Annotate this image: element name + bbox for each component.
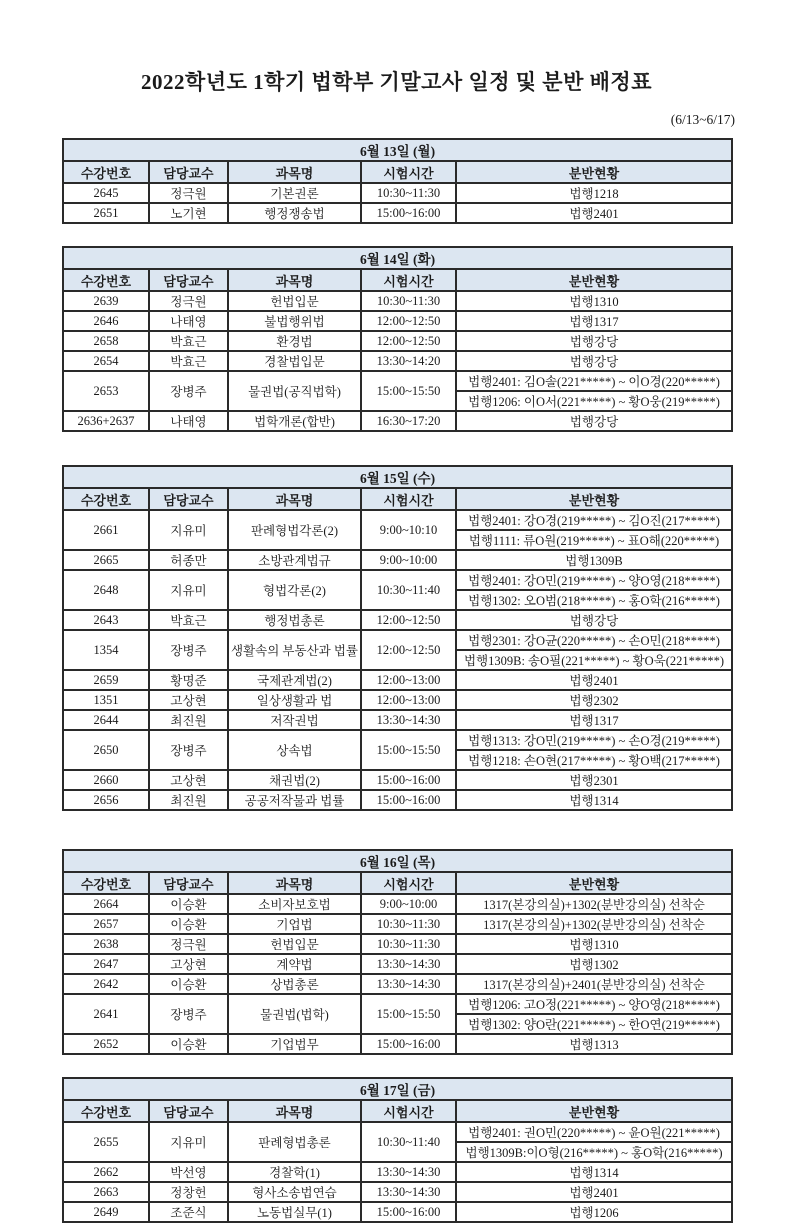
cell-course-code: 2655 (63, 1122, 149, 1162)
cell-exam-time: 9:00~10:00 (361, 894, 456, 914)
cell-professor: 최진원 (149, 790, 228, 810)
cell-exam-time: 10:30~11:30 (361, 934, 456, 954)
cell-professor: 고상현 (149, 770, 228, 790)
cell-subject: 공공저작물과 법률 (228, 790, 361, 810)
cell-course-code: 2641 (63, 994, 149, 1034)
column-header: 과목명 (228, 269, 361, 291)
table-row (63, 1122, 732, 1142)
cell-professor: 이승환 (149, 974, 228, 994)
column-header: 과목명 (228, 1100, 361, 1122)
table-row (63, 770, 732, 790)
cell-course-code: 1354 (63, 630, 149, 670)
cell-section-status: 법행강당 (456, 331, 732, 351)
table-row (63, 331, 732, 351)
exam-day-table (62, 246, 733, 432)
cell-professor: 허종만 (149, 550, 228, 570)
cell-professor: 장병주 (149, 371, 228, 411)
cell-subject: 계약법 (228, 954, 361, 974)
cell-section-status: 법행1313 (456, 1034, 732, 1054)
cell-section-status: 법행2401: 권O민(220*****) ~ 윤O원(221*****) (456, 1122, 732, 1142)
cell-course-code: 2649 (63, 1202, 149, 1222)
cell-exam-time: 13:30~14:30 (361, 1162, 456, 1182)
cell-subject: 물권법(법학) (228, 994, 361, 1034)
cell-section-status: 법행1206: 이O서(221*****) ~ 황O웅(219*****) (456, 391, 732, 411)
cell-subject: 환경법 (228, 331, 361, 351)
cell-section-status: 법행2401 (456, 203, 732, 223)
cell-section-status: 법행2302 (456, 690, 732, 710)
cell-professor: 황명준 (149, 670, 228, 690)
page-title: 2022학년도 1학기 법학부 기말고사 일정 및 분반 배정표 (141, 70, 652, 94)
table-row (63, 311, 732, 331)
cell-professor: 박효근 (149, 610, 228, 630)
table-row (63, 730, 732, 750)
cell-subject: 저작권법 (228, 710, 361, 730)
cell-exam-time: 15:00~16:00 (361, 1202, 456, 1222)
cell-professor: 박효근 (149, 351, 228, 371)
cell-section-status: 법행1218: 손O현(217*****) ~ 황O백(217*****) (456, 750, 732, 770)
cell-section-status: 법행1310 (456, 291, 732, 311)
table-row (63, 510, 732, 530)
cell-exam-time: 12:00~12:50 (361, 630, 456, 670)
column-header: 수강번호 (63, 872, 149, 894)
cell-section-status: 법행1317 (456, 311, 732, 331)
cell-course-code: 2645 (63, 183, 149, 203)
cell-section-status: 법행1302: 양O란(221*****) ~ 한O연(219*****) (456, 1014, 732, 1034)
cell-course-code: 2642 (63, 974, 149, 994)
cell-subject: 형사소송법연습 (228, 1182, 361, 1202)
column-header: 분반현황 (456, 269, 732, 291)
column-header: 시험시간 (361, 161, 456, 183)
cell-section-status: 1317(본강의실)+1302(분반강의실) 선착순 (456, 914, 732, 934)
table-row (63, 974, 732, 994)
cell-exam-time: 13:30~14:30 (361, 710, 456, 730)
cell-course-code: 2659 (63, 670, 149, 690)
column-header: 시험시간 (361, 269, 456, 291)
cell-exam-time: 15:00~15:50 (361, 994, 456, 1034)
column-header: 담당교수 (149, 1100, 228, 1122)
cell-subject: 기업법 (228, 914, 361, 934)
table-date-header: 6월 16일 (목) (63, 850, 732, 872)
cell-course-code: 2658 (63, 331, 149, 351)
table-row (63, 1034, 732, 1054)
cell-course-code: 2648 (63, 570, 149, 610)
table-row (63, 710, 732, 730)
cell-professor: 지유미 (149, 1122, 228, 1162)
cell-professor: 노기현 (149, 203, 228, 223)
cell-professor: 장병주 (149, 630, 228, 670)
cell-course-code: 2644 (63, 710, 149, 730)
table-row (63, 570, 732, 590)
cell-course-code: 2661 (63, 510, 149, 550)
table-row (63, 994, 732, 1014)
column-header: 담당교수 (149, 488, 228, 510)
cell-professor: 고상현 (149, 690, 228, 710)
cell-section-status: 법행1309B:이O형(216*****) ~ 홍O학(216*****) (456, 1142, 732, 1162)
cell-course-code: 2647 (63, 954, 149, 974)
cell-subject: 채권법(2) (228, 770, 361, 790)
column-header: 담당교수 (149, 161, 228, 183)
column-header: 분반현황 (456, 161, 732, 183)
cell-professor: 나태영 (149, 411, 228, 431)
cell-exam-time: 15:00~16:00 (361, 203, 456, 223)
cell-course-code: 2636+2637 (63, 411, 149, 431)
cell-subject: 경찰학(1) (228, 1162, 361, 1182)
exam-day-table (62, 849, 733, 1055)
cell-course-code: 1351 (63, 690, 149, 710)
cell-section-status: 법행1218 (456, 183, 732, 203)
column-header: 시험시간 (361, 1100, 456, 1122)
cell-section-status: 법행2401: 김O솔(221*****) ~ 이O경(220*****) (456, 371, 732, 391)
cell-subject: 헌법입문 (228, 291, 361, 311)
cell-course-code: 2643 (63, 610, 149, 630)
cell-professor: 조준식 (149, 1202, 228, 1222)
cell-professor: 고상현 (149, 954, 228, 974)
table-row (63, 183, 732, 203)
cell-section-status: 법행2401 (456, 1182, 732, 1202)
cell-course-code: 2665 (63, 550, 149, 570)
cell-section-status: 법행1302 (456, 954, 732, 974)
cell-subject: 소비자보호법 (228, 894, 361, 914)
cell-professor: 정창헌 (149, 1182, 228, 1202)
table-row (63, 1182, 732, 1202)
table-row (63, 914, 732, 934)
table-row (63, 954, 732, 974)
cell-subject: 행정법총론 (228, 610, 361, 630)
cell-professor: 장병주 (149, 730, 228, 770)
cell-course-code: 2650 (63, 730, 149, 770)
cell-exam-time: 13:30~14:20 (361, 351, 456, 371)
cell-subject: 헌법입문 (228, 934, 361, 954)
column-header: 과목명 (228, 488, 361, 510)
table-date-header: 6월 13일 (월) (63, 139, 732, 161)
cell-exam-time: 10:30~11:40 (361, 1122, 456, 1162)
cell-course-code: 2652 (63, 1034, 149, 1054)
cell-professor: 박효근 (149, 331, 228, 351)
exam-day-table (62, 138, 733, 224)
cell-subject: 기본권론 (228, 183, 361, 203)
column-header: 과목명 (228, 872, 361, 894)
table-row (63, 550, 732, 570)
exam-day-table (62, 1077, 733, 1223)
cell-course-code: 2656 (63, 790, 149, 810)
cell-subject: 판례형법각론(2) (228, 510, 361, 550)
exam-day-table (62, 465, 733, 811)
table-row (63, 351, 732, 371)
cell-section-status: 법행강당 (456, 351, 732, 371)
table-row (63, 934, 732, 954)
cell-exam-time: 10:30~11:40 (361, 570, 456, 610)
table-row (63, 630, 732, 650)
table-row (63, 371, 732, 391)
cell-subject: 생활속의 부동산과 법률 (228, 630, 361, 670)
cell-professor: 지유미 (149, 510, 228, 550)
cell-course-code: 2653 (63, 371, 149, 411)
column-header: 분반현황 (456, 1100, 732, 1122)
cell-section-status: 1317(본강의실)+1302(분반강의실) 선착순 (456, 894, 732, 914)
column-header: 담당교수 (149, 872, 228, 894)
cell-course-code: 2657 (63, 914, 149, 934)
table-row (63, 690, 732, 710)
cell-exam-time: 9:00~10:10 (361, 510, 456, 550)
column-header: 담당교수 (149, 269, 228, 291)
cell-section-status: 법행1309B: 송O필(221*****) ~ 황O욱(221*****) (456, 650, 732, 670)
cell-subject: 국제관계법(2) (228, 670, 361, 690)
cell-course-code: 2662 (63, 1162, 149, 1182)
cell-subject: 물권법(공직법학) (228, 371, 361, 411)
table-row (63, 610, 732, 630)
cell-course-code: 2664 (63, 894, 149, 914)
cell-subject: 노동법실무(1) (228, 1202, 361, 1222)
cell-section-status: 법행1206 (456, 1202, 732, 1222)
cell-exam-time: 12:00~13:00 (361, 690, 456, 710)
cell-exam-time: 13:30~14:30 (361, 974, 456, 994)
cell-professor: 이승환 (149, 894, 228, 914)
exam-schedule-tables (0, 138, 793, 1223)
cell-professor: 이승환 (149, 1034, 228, 1054)
cell-professor: 정극원 (149, 934, 228, 954)
date-range-label: (6/13~6/17) (670, 112, 735, 127)
cell-exam-time: 13:30~14:30 (361, 1182, 456, 1202)
cell-section-status: 법행강당 (456, 411, 732, 431)
column-header: 수강번호 (63, 161, 149, 183)
cell-section-status: 법행1310 (456, 934, 732, 954)
cell-exam-time: 15:00~15:50 (361, 730, 456, 770)
cell-subject: 판례형법총론 (228, 1122, 361, 1162)
cell-section-status: 법행1317 (456, 710, 732, 730)
cell-subject: 상속법 (228, 730, 361, 770)
cell-subject: 행정쟁송법 (228, 203, 361, 223)
cell-professor: 지유미 (149, 570, 228, 610)
cell-section-status: 법행2301: 강O균(220*****) ~ 손O민(218*****) (456, 630, 732, 650)
cell-subject: 일상생활과 법 (228, 690, 361, 710)
table-date-header: 6월 14일 (화) (63, 247, 732, 269)
column-header: 시험시간 (361, 872, 456, 894)
cell-exam-time: 10:30~11:30 (361, 291, 456, 311)
cell-exam-time: 13:30~14:30 (361, 954, 456, 974)
column-header: 수강번호 (63, 1100, 149, 1122)
cell-professor: 장병주 (149, 994, 228, 1034)
cell-section-status: 법행1111: 류O원(219*****) ~ 표O해(220*****) (456, 530, 732, 550)
cell-section-status: 법행2401: 강O민(219*****) ~ 양O영(218*****) (456, 570, 732, 590)
cell-course-code: 2638 (63, 934, 149, 954)
cell-course-code: 2651 (63, 203, 149, 223)
cell-section-status: 법행강당 (456, 610, 732, 630)
cell-subject: 형법각론(2) (228, 570, 361, 610)
cell-course-code: 2654 (63, 351, 149, 371)
cell-subject: 불법행위법 (228, 311, 361, 331)
table-row (63, 203, 732, 223)
cell-professor: 정극원 (149, 183, 228, 203)
cell-section-status: 1317(본강의실)+2401(분반강의실) 선착순 (456, 974, 732, 994)
column-header: 분반현황 (456, 872, 732, 894)
cell-section-status: 법행1314 (456, 790, 732, 810)
cell-exam-time: 15:00~16:00 (361, 790, 456, 810)
cell-section-status: 법행1206: 고O정(221*****) ~ 양O영(218*****) (456, 994, 732, 1014)
table-row (63, 411, 732, 431)
cell-section-status: 법행1313: 강O민(219*****) ~ 손O경(219*****) (456, 730, 732, 750)
cell-professor: 박선영 (149, 1162, 228, 1182)
cell-section-status: 법행1302: 오O범(218*****) ~ 홍O학(216*****) (456, 590, 732, 610)
column-header: 분반현황 (456, 488, 732, 510)
table-row (63, 291, 732, 311)
cell-exam-time: 12:00~12:50 (361, 311, 456, 331)
cell-section-status: 법행2401 (456, 670, 732, 690)
cell-course-code: 2646 (63, 311, 149, 331)
cell-subject: 기업법무 (228, 1034, 361, 1054)
cell-subject: 법학개론(합반) (228, 411, 361, 431)
cell-section-status: 법행1314 (456, 1162, 732, 1182)
cell-exam-time: 15:00~16:00 (361, 1034, 456, 1054)
cell-exam-time: 16:30~17:20 (361, 411, 456, 431)
table-date-header: 6월 15일 (수) (63, 466, 732, 488)
cell-course-code: 2639 (63, 291, 149, 311)
cell-course-code: 2663 (63, 1182, 149, 1202)
cell-section-status: 법행2401: 강O경(219*****) ~ 김O진(217*****) (456, 510, 732, 530)
cell-professor: 정극원 (149, 291, 228, 311)
cell-exam-time: 15:00~16:00 (361, 770, 456, 790)
cell-subject: 상법총론 (228, 974, 361, 994)
table-date-header: 6월 17일 (금) (63, 1078, 732, 1100)
cell-professor: 이승환 (149, 914, 228, 934)
cell-section-status: 법행2301 (456, 770, 732, 790)
table-row (63, 1202, 732, 1222)
cell-professor: 나태영 (149, 311, 228, 331)
column-header: 수강번호 (63, 269, 149, 291)
cell-course-code: 2660 (63, 770, 149, 790)
cell-exam-time: 9:00~10:00 (361, 550, 456, 570)
cell-exam-time: 10:30~11:30 (361, 183, 456, 203)
cell-exam-time: 12:00~13:00 (361, 670, 456, 690)
cell-section-status: 법행1309B (456, 550, 732, 570)
cell-exam-time: 10:30~11:30 (361, 914, 456, 934)
cell-subject: 소방관계법규 (228, 550, 361, 570)
column-header: 수강번호 (63, 488, 149, 510)
table-row (63, 1162, 732, 1182)
table-row (63, 790, 732, 810)
cell-exam-time: 15:00~15:50 (361, 371, 456, 411)
column-header: 과목명 (228, 161, 361, 183)
table-row (63, 894, 732, 914)
table-row (63, 670, 732, 690)
cell-professor: 최진원 (149, 710, 228, 730)
column-header: 시험시간 (361, 488, 456, 510)
cell-subject: 경찰법입문 (228, 351, 361, 371)
cell-exam-time: 12:00~12:50 (361, 331, 456, 351)
cell-exam-time: 12:00~12:50 (361, 610, 456, 630)
